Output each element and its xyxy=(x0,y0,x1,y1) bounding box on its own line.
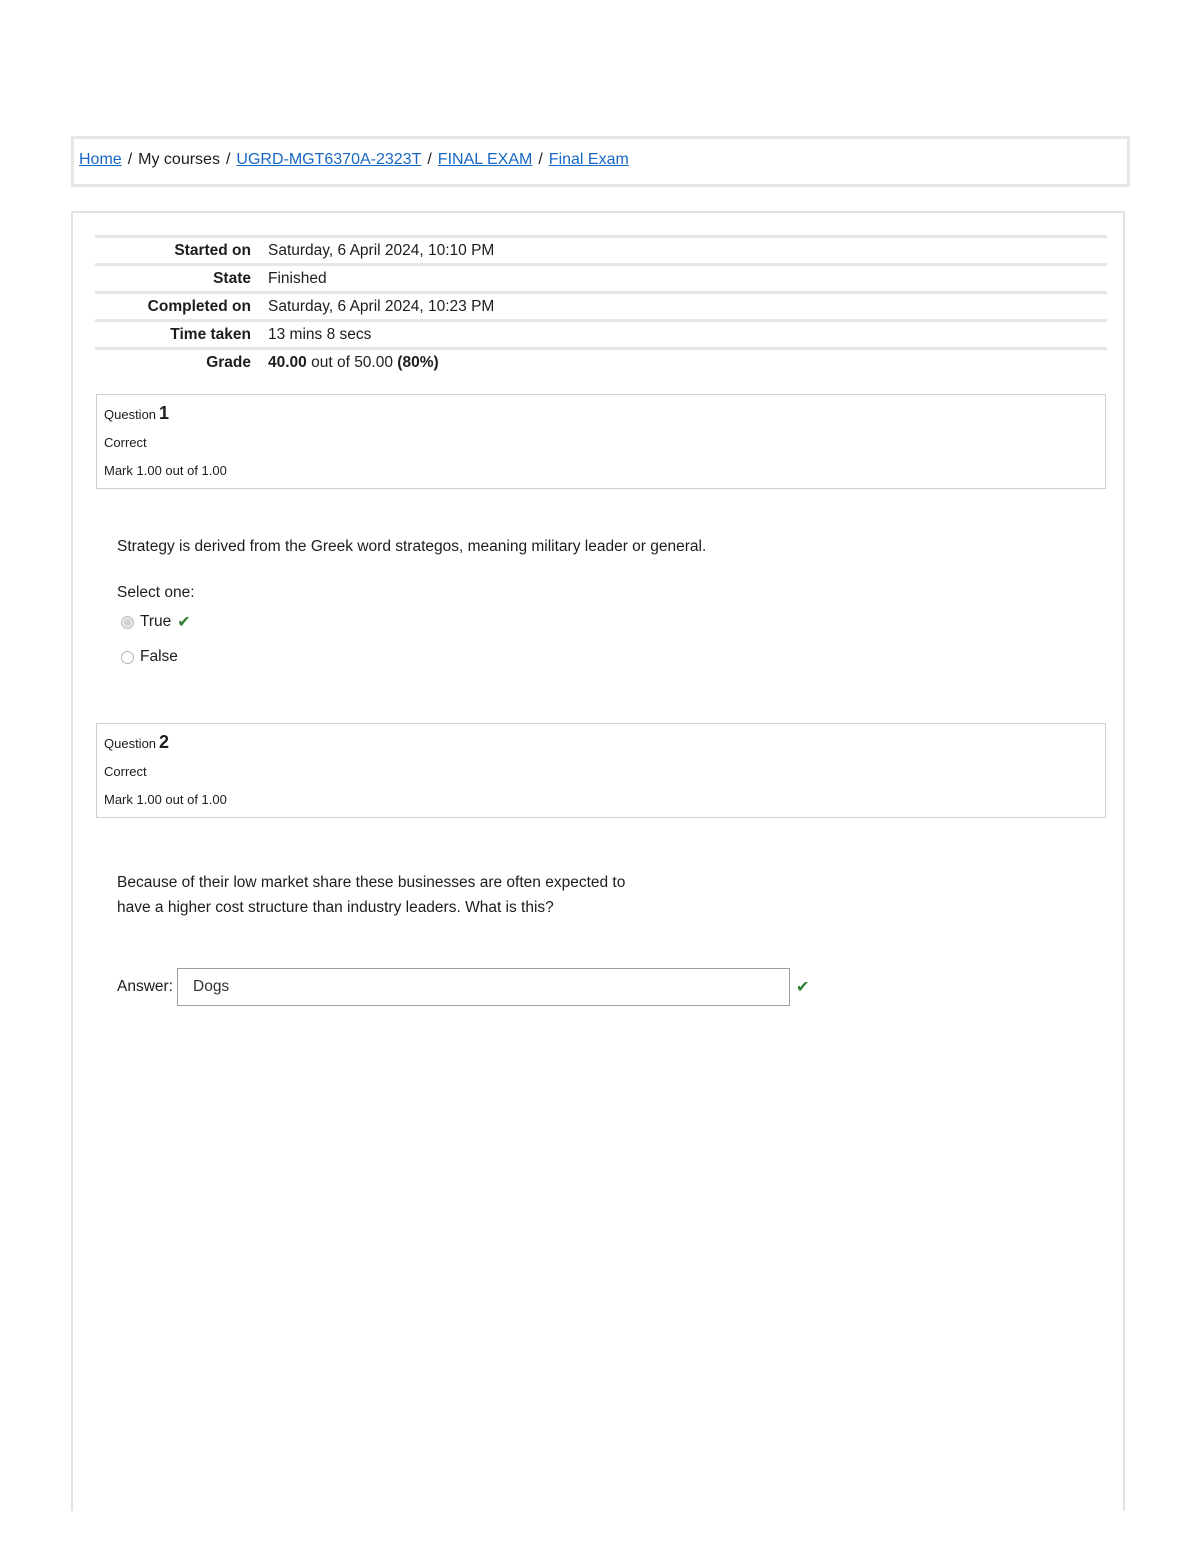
option-true[interactable] xyxy=(121,612,191,632)
summary-value: Saturday, 6 April 2024, 10:23 PM xyxy=(268,293,1107,321)
grade-out-of: out of 50.00 xyxy=(306,354,398,372)
question-label: Question xyxy=(104,407,157,422)
answer-label: Answer: xyxy=(117,978,173,995)
breadcrumb-home[interactable]: Home xyxy=(79,151,122,168)
breadcrumb-separator: / xyxy=(225,151,231,168)
answer-input[interactable]: Dogs xyxy=(177,968,790,1006)
question-2-text xyxy=(117,870,625,920)
select-one-prompt: Select one: xyxy=(117,584,195,601)
question-mark: Mark 1.00 out of 1.00 xyxy=(104,463,227,478)
breadcrumb-quiz[interactable]: Final Exam xyxy=(548,151,629,168)
option-label: True xyxy=(140,613,172,630)
summary-row-state xyxy=(95,265,1107,293)
answer-row xyxy=(117,968,809,1006)
option-label: False xyxy=(140,648,178,665)
summary-label: Grade xyxy=(95,349,268,377)
attempt-summary-table xyxy=(95,235,1107,377)
breadcrumb-separator: / xyxy=(427,151,432,168)
breadcrumb-separator: / xyxy=(538,151,543,168)
question-1-info xyxy=(96,394,1106,489)
question-text-line: have a higher cost structure than industry leaders. What is this? xyxy=(117,899,554,916)
breadcrumb-separator: / xyxy=(127,151,133,168)
grade-percent: (80%) xyxy=(397,354,439,372)
breadcrumb-course[interactable]: UGRD-MGT6370A-2323T xyxy=(236,151,422,168)
summary-label: Completed on xyxy=(95,293,268,321)
question-number-value: 1 xyxy=(159,403,170,423)
summary-value: Finished xyxy=(268,265,1107,293)
breadcrumb-section[interactable]: FINAL EXAM xyxy=(437,151,533,168)
question-label: Question xyxy=(104,736,157,751)
question-1-text: Strategy is derived from the Greek word strategos, meaning military leader or general. xyxy=(117,538,707,555)
summary-row-completed xyxy=(95,293,1107,321)
question-2-info xyxy=(96,723,1106,818)
summary-row-grade xyxy=(95,349,1107,377)
option-false[interactable] xyxy=(121,648,178,666)
question-state: Correct xyxy=(104,435,147,450)
breadcrumb xyxy=(79,151,629,169)
question-mark: Mark 1.00 out of 1.00 xyxy=(104,792,227,807)
breadcrumb-bar xyxy=(71,136,1130,187)
question-number xyxy=(104,403,169,424)
radio-true[interactable] xyxy=(121,616,134,629)
breadcrumb-my-courses: My courses xyxy=(138,151,220,168)
summary-label: State xyxy=(95,265,268,293)
check-icon: ✔ xyxy=(796,979,810,996)
question-number xyxy=(104,732,169,753)
question-text-line: Because of their low market share these businesses are often expected to xyxy=(117,874,626,891)
summary-value: Saturday, 6 April 2024, 10:10 PM xyxy=(268,237,1107,265)
grade-value xyxy=(268,349,1107,377)
question-number-value: 2 xyxy=(159,732,170,752)
quiz-review-panel xyxy=(71,211,1125,1511)
summary-row-started xyxy=(95,237,1107,265)
summary-label: Time taken xyxy=(95,321,268,349)
summary-row-time-taken xyxy=(95,321,1107,349)
check-icon: ✔ xyxy=(177,614,191,631)
question-state: Correct xyxy=(104,764,147,779)
summary-value: 13 mins 8 secs xyxy=(268,321,1107,349)
radio-false[interactable] xyxy=(121,651,134,664)
summary-label: Started on xyxy=(95,237,268,265)
grade-score: 40.00 xyxy=(268,354,307,372)
